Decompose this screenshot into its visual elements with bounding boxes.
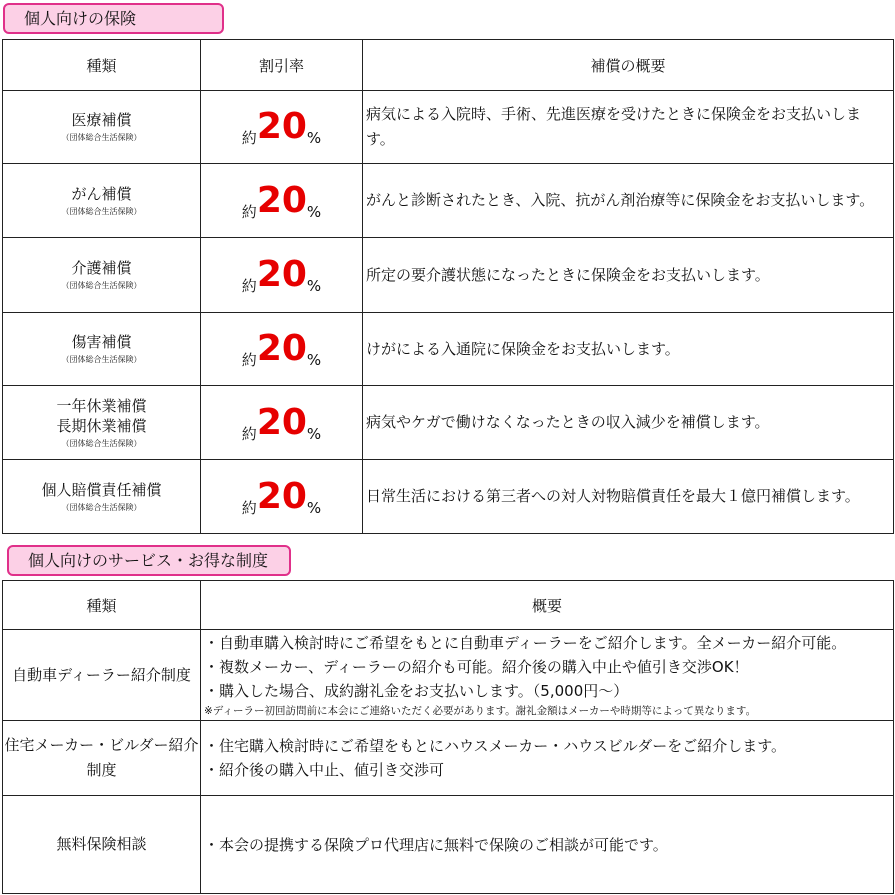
service-table-header bbox=[3, 581, 894, 630]
insurance-row-cancer bbox=[3, 164, 894, 238]
rate-prefix: 約 bbox=[241, 202, 257, 221]
rate-prefix: 約 bbox=[241, 424, 257, 443]
coverage-name-line: 個人賠償責任補償 bbox=[41, 480, 162, 499]
coverage-name-line: 傷害補償 bbox=[71, 333, 132, 351]
discount-rate bbox=[201, 460, 363, 534]
coverage-name bbox=[3, 313, 201, 386]
discount-rate bbox=[201, 91, 363, 164]
coverage-description: 病気やケガで働けなくなったときの収入減少を補償します。 bbox=[363, 386, 894, 460]
rate-suffix: % bbox=[306, 498, 322, 517]
rate-suffix: % bbox=[306, 424, 322, 443]
service-name: 住宅メーカー・ビルダー紹介制度 bbox=[3, 721, 201, 796]
rate-prefix: 約 bbox=[241, 498, 257, 517]
discount-rate bbox=[201, 238, 363, 313]
insurance-table-header bbox=[3, 40, 894, 91]
rate-value: 20 bbox=[256, 401, 307, 443]
service-line: ・本会の提携する保険プロ代理店に無料で保険のご相談が可能です。 bbox=[204, 835, 668, 854]
coverage-name-line: 介護補償 bbox=[71, 259, 132, 277]
coverage-product: （団体総合生活保険） bbox=[61, 502, 142, 512]
rate-suffix: % bbox=[306, 129, 322, 147]
service-section-title: 個人向けのサービス・お得な制度 bbox=[7, 545, 291, 576]
rate-suffix: % bbox=[306, 277, 322, 295]
coverage-name bbox=[3, 238, 201, 313]
service-line: ・自動車購入検討時にご希望をもとに自動車ディーラーをご紹介します。全メーカー紹介可能。 bbox=[204, 634, 847, 652]
coverage-description: 日常生活における第三者への対人対物賠償責任を最大１億円補償します。 bbox=[363, 460, 894, 534]
service-description bbox=[201, 796, 894, 894]
service-row-house-builder bbox=[3, 721, 894, 796]
service-line: ・住宅購入検討時にご希望をもとにハウスメーカー・ハウスビルダーをご紹介します。 bbox=[204, 737, 787, 755]
discount-rate bbox=[201, 386, 363, 460]
discount-rate bbox=[201, 313, 363, 386]
rate-value: 20 bbox=[256, 475, 307, 517]
coverage-product: （団体総合生活保険） bbox=[61, 281, 142, 290]
coverage-name-line: 医療補償 bbox=[71, 111, 132, 129]
coverage-description: 所定の要介護状態になったときに保険金をお支払いします。 bbox=[363, 238, 894, 313]
rate-value: 20 bbox=[256, 179, 307, 221]
service-row-free-consultation bbox=[3, 796, 894, 894]
header-summary: 補償の概要 bbox=[363, 40, 894, 91]
coverage-name bbox=[3, 460, 201, 534]
service-table bbox=[2, 580, 894, 894]
coverage-product: （団体総合生活保険） bbox=[61, 133, 142, 142]
rate-value: 20 bbox=[256, 328, 307, 369]
coverage-product: （団体総合生活保険） bbox=[61, 206, 142, 216]
header-type: 種類 bbox=[3, 581, 201, 630]
insurance-table bbox=[2, 39, 894, 534]
coverage-name-line: 長期休業補償 bbox=[56, 416, 147, 435]
rate-prefix: 約 bbox=[241, 277, 257, 295]
coverage-name bbox=[3, 386, 201, 460]
service-line: ・購入した場合、成約謝礼金をお支払いします。（5,000円～） bbox=[204, 682, 629, 700]
rate-value: 20 bbox=[256, 254, 307, 295]
rate-suffix: % bbox=[306, 351, 322, 369]
insurance-row-income bbox=[3, 386, 894, 460]
coverage-name-line: がん補償 bbox=[71, 184, 132, 203]
coverage-description: がんと診断されたとき、入院、抗がん剤治療等に保険金をお支払いします。 bbox=[363, 164, 894, 238]
insurance-row-nursing-care bbox=[3, 238, 894, 313]
coverage-name bbox=[3, 164, 201, 238]
insurance-row-injury bbox=[3, 313, 894, 386]
service-description bbox=[201, 630, 894, 721]
service-row-car-dealer bbox=[3, 630, 894, 721]
rate-prefix: 約 bbox=[241, 351, 257, 369]
coverage-product: （団体総合生活保険） bbox=[61, 438, 142, 448]
coverage-product: （団体総合生活保険） bbox=[61, 355, 142, 364]
insurance-section-title: 個人向けの保険 bbox=[3, 3, 224, 34]
header-type: 種類 bbox=[3, 40, 201, 91]
service-name: 無料保険相談 bbox=[3, 796, 201, 894]
coverage-name-line: 一年休業補償 bbox=[56, 396, 147, 415]
insurance-row-liability bbox=[3, 460, 894, 534]
rate-suffix: % bbox=[306, 202, 322, 221]
service-line: ・紹介後の購入中止、値引き交渉可 bbox=[204, 761, 445, 779]
discount-rate bbox=[201, 164, 363, 238]
insurance-row-medical bbox=[3, 91, 894, 164]
service-description bbox=[201, 721, 894, 796]
service-line: ・複数メーカー、ディーラーの紹介も可能。紹介後の購入中止や値引き交渉OK！ bbox=[204, 658, 749, 676]
service-note: ※ディーラー初回訪問前に本会にご連絡いただく必要があります。謝礼金額はメーカーや時期等によって異なります。 bbox=[204, 705, 757, 717]
coverage-name bbox=[3, 91, 201, 164]
rate-value: 20 bbox=[256, 106, 307, 147]
header-summary: 概要 bbox=[201, 581, 894, 630]
rate-prefix: 約 bbox=[241, 129, 257, 147]
coverage-description: けがによる入通院に保険金をお支払いします。 bbox=[363, 313, 894, 386]
coverage-description: 病気による入院時、手術、先進医療を受けたときに保険金をお支払いします。 bbox=[363, 91, 894, 164]
header-discount: 割引率 bbox=[201, 40, 363, 91]
service-name: 自動車ディーラー紹介制度 bbox=[3, 630, 201, 721]
